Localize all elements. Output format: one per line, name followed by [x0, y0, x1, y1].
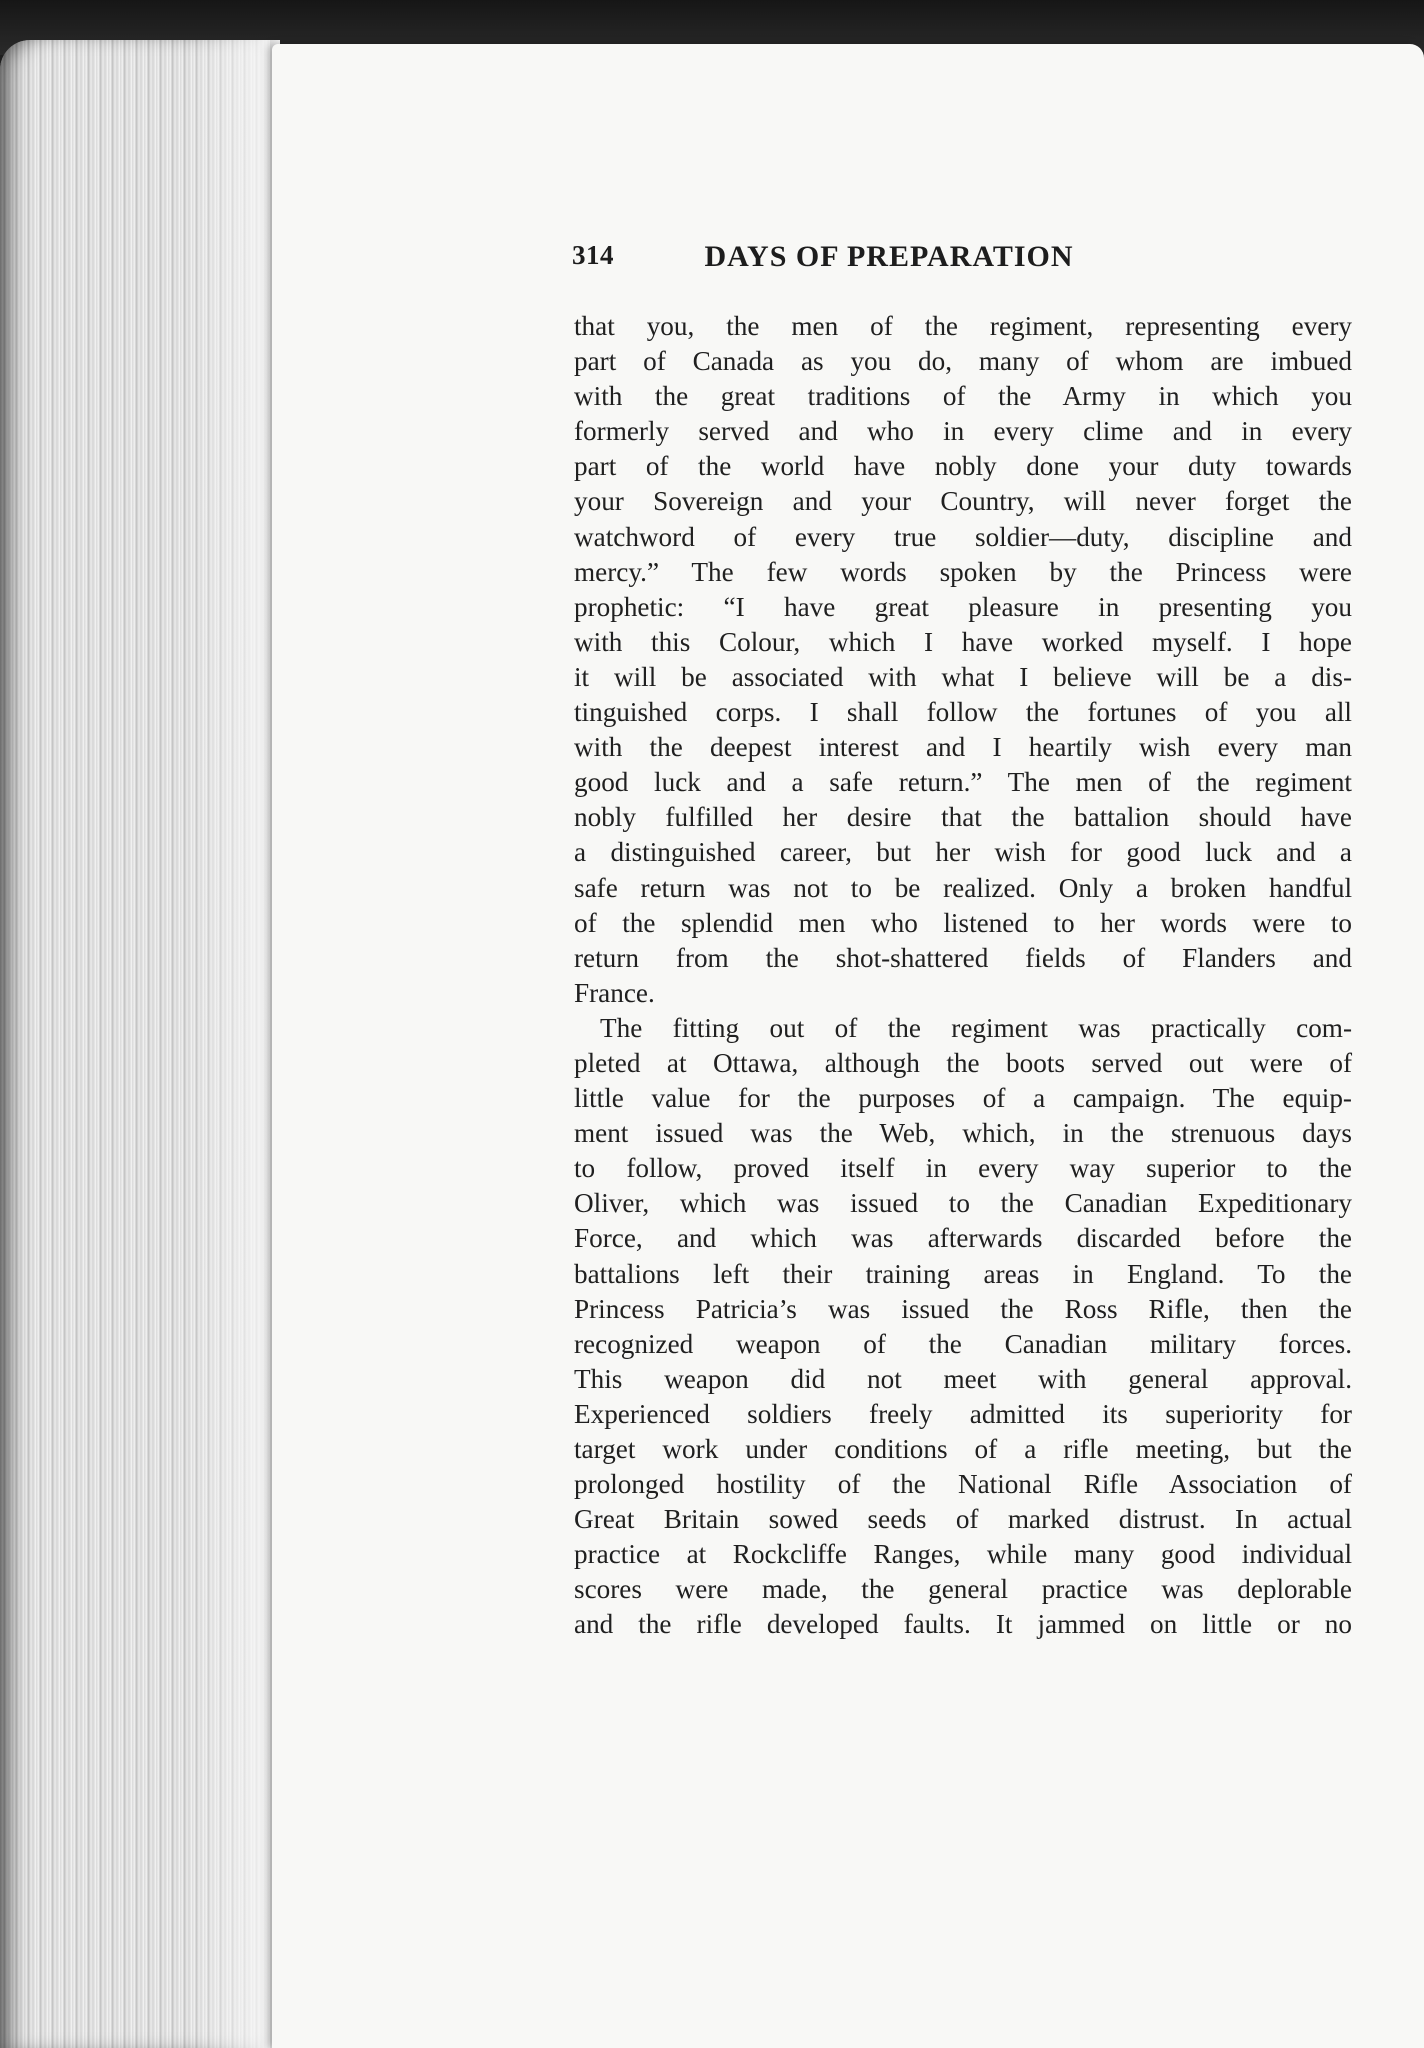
page-edge-highlight: [190, 40, 280, 2048]
text-line: a distinguished career, but her wish for good luck and a: [574, 837, 1352, 868]
text-line: ment issued was the Web, which, in the strenuous days: [574, 1118, 1352, 1149]
text-line: watchword of every true soldier—duty, discipline and: [574, 521, 1352, 552]
text-line: target work under conditions of a rifle meeting, but the: [574, 1434, 1352, 1464]
text-line: to follow, proved itself in every way superior to the: [574, 1153, 1352, 1184]
text-line: This weapon did not meet with general approval.: [574, 1363, 1352, 1394]
text-line: prophetic: “I have great pleasure in presenting you: [574, 591, 1352, 622]
chapter-title: DAYS OF PREPARATION: [704, 240, 1074, 273]
text-line: with this Colour, which I have worked myself. I hope: [574, 626, 1352, 657]
text-line: return from the shot-shattered fields of Flanders and: [574, 942, 1352, 973]
text-line: with the great traditions of the Army in which you: [574, 381, 1352, 412]
text-line: safe return was not to be realized. Only a broken handful: [574, 872, 1352, 903]
text-line: The fitting out of the regiment was practically com-: [600, 1012, 1352, 1043]
page-number: 314: [572, 240, 614, 270]
text-line: nobly fulfilled her desire that the battalion should have: [574, 802, 1352, 833]
text-line: scores were made, the general practice was deplorable: [574, 1574, 1352, 1605]
text-line: France.: [574, 977, 655, 1008]
text-line: Force, and which was afterwards discarded before the: [574, 1223, 1352, 1254]
text-line: your Sovereign and your Country, will never forget the: [574, 486, 1352, 517]
text-line: mercy.” The few words spoken by the Princess were: [574, 556, 1352, 587]
text-line: prolonged hostility of the National Rifle Association of: [574, 1469, 1352, 1500]
text-line: good luck and a safe return.” The men of the regiment: [574, 767, 1352, 798]
text-line: part of Canada as you do, many of whom are imbued: [574, 346, 1352, 377]
text-line: formerly served and who in every clime and in every: [574, 416, 1352, 447]
text-line: Experienced soldiers freely admitted its superiority for: [574, 1398, 1352, 1429]
text-line: it will be associated with what I believe will be a dis-: [574, 661, 1352, 692]
running-head: [572, 240, 1166, 280]
body-text: [574, 309, 1352, 1643]
text-line: and the rifle developed faults. It jammed on little or no: [574, 1609, 1352, 1640]
text-line: of the splendid men who listened to her words were to: [574, 907, 1352, 938]
text-line: little value for the purposes of a campaign. The equip-: [574, 1083, 1352, 1114]
text-line: with the deepest interest and I heartily wish every man: [574, 732, 1352, 763]
text-line: pleted at Ottawa, although the boots served out were of: [574, 1047, 1352, 1078]
text-line: battalions left their training areas in England. To the: [574, 1258, 1352, 1289]
text-line: tinguished corps. I shall follow the fortunes of you all: [574, 697, 1352, 728]
text-line: Oliver, which was issued to the Canadian Expeditionary: [574, 1188, 1352, 1219]
text-line: that you, the men of the regiment, representing every: [574, 311, 1352, 341]
text-line: recognized weapon of the Canadian military forces.: [574, 1328, 1352, 1359]
text-line: part of the world have nobly done your duty towards: [574, 451, 1352, 482]
text-line: Great Britain sowed seeds of marked distrust. In actual: [574, 1504, 1352, 1535]
text-line: practice at Rockcliffe Ranges, while many good individual: [574, 1539, 1352, 1570]
text-line: Princess Patricia’s was issued the Ross Rifle, then the: [574, 1293, 1352, 1324]
